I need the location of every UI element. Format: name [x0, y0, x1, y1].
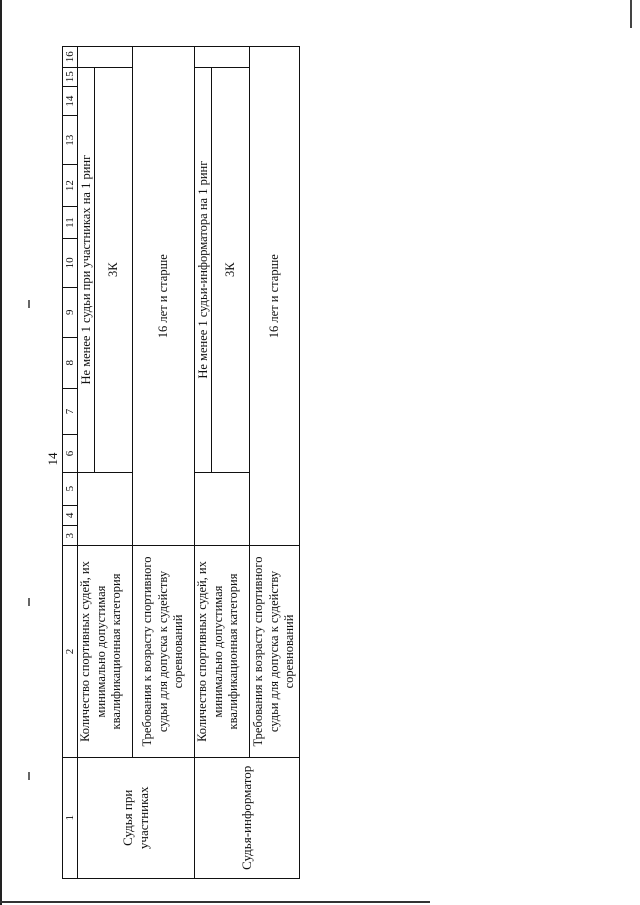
- column-number: 2: [63, 546, 78, 757]
- column-number: 13: [63, 116, 78, 165]
- section-headline-row: [195, 47, 212, 879]
- column-number: 15: [63, 67, 78, 86]
- column-number: 1: [63, 757, 78, 878]
- rotated-table-wrapper: [62, 46, 298, 879]
- count-label: Количество спортивных судей, их минимально допустимая квалификационная категория: [195, 546, 250, 757]
- column-number-row: [63, 47, 78, 879]
- column-number: 8: [63, 337, 78, 388]
- section-headline-row: [78, 47, 95, 879]
- empty-cell: [195, 472, 250, 546]
- age-row: [250, 47, 300, 879]
- column-number: 6: [63, 435, 78, 472]
- column-number: 7: [63, 388, 78, 435]
- empty-cell: [78, 472, 133, 546]
- column-number: 16: [63, 47, 78, 68]
- age-row: [133, 47, 195, 879]
- age-value: 16 лет и старше: [133, 47, 195, 546]
- column-number: 14: [63, 86, 78, 116]
- count-value: 3К: [95, 67, 133, 472]
- age-value: 16 лет и старше: [250, 47, 300, 546]
- column-number: 11: [63, 207, 78, 239]
- section-name: Судья-информатор: [195, 757, 300, 878]
- section-name: Судья при участниках: [78, 757, 195, 878]
- scan-speck: [28, 598, 30, 606]
- column-number: 9: [63, 287, 78, 337]
- section-headline: Не менее 1 судьи-информатора на 1 ринг: [195, 67, 212, 472]
- empty-cell: [195, 47, 250, 68]
- scan-edge-bottom: [0, 901, 430, 903]
- age-label: Требования к возрасту спортивного судьи для допуска к судейству соревнований: [133, 546, 195, 757]
- column-number: 3: [63, 526, 78, 546]
- column-number: 5: [63, 472, 78, 505]
- column-number: 12: [63, 165, 78, 207]
- referee-requirements-table: [62, 46, 300, 879]
- scan-edge-right: [630, 0, 632, 28]
- column-number: 4: [63, 505, 78, 525]
- column-number: 10: [63, 238, 78, 287]
- scan-speck: [28, 772, 30, 780]
- empty-cell: [78, 47, 133, 68]
- page-number: 14: [45, 452, 60, 466]
- count-label: Количество спортивных судей, их минимально допустимая квалификационная категория: [78, 546, 133, 757]
- scan-edge-left: [0, 0, 2, 905]
- count-value: 3К: [212, 67, 250, 472]
- age-label: Требования к возрасту спортивного судьи для допуска к судейству соревнований: [250, 546, 300, 757]
- section-headline: Не менее 1 судьи при участниках на 1 ринг: [78, 67, 95, 472]
- scan-speck: [28, 300, 30, 308]
